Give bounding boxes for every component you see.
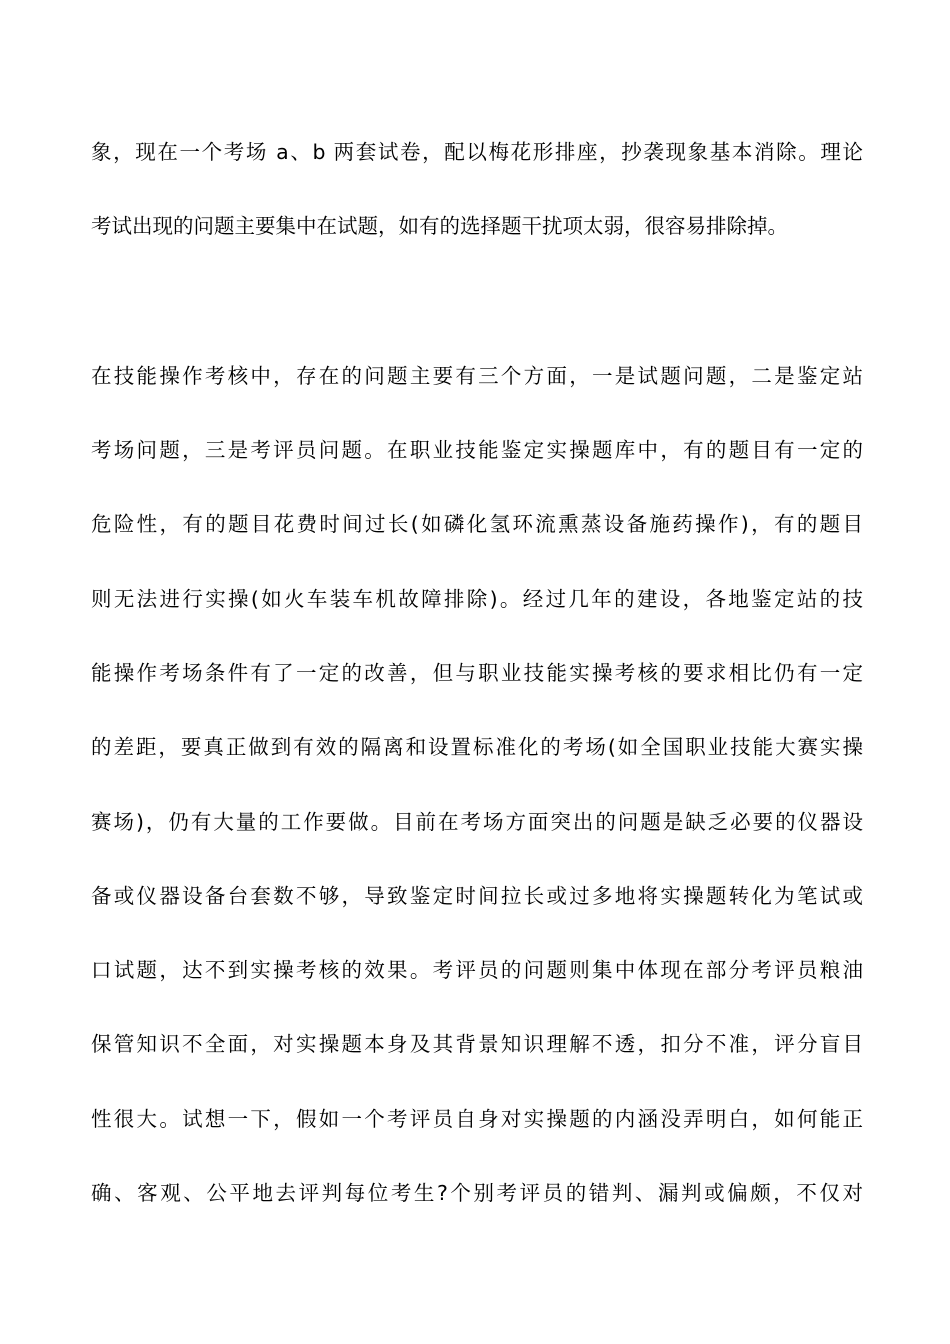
- text-line: 能操作考场条件有了一定的改善，但与职业技能实操考核的要求相比仍有一定: [91, 661, 863, 685]
- text-line: 备或仪器设备台套数不够，导致鉴定时间拉长或过多地将实操题转化为笔试或: [91, 884, 863, 908]
- text-line: 考试出现的问题主要集中在试题，如有的选择题干扰项太弱，很容易排除掉。: [91, 214, 788, 238]
- text-line: 口试题，达不到实操考核的效果。考评员的问题则集中体现在部分考评员粮油: [91, 958, 863, 982]
- text-line: 赛场)，仍有大量的工作要做。目前在考场方面突出的问题是缺乏必要的仪器设: [91, 810, 863, 834]
- text-line: 确、客观、公平地去评判每位考生?个别考评员的错判、漏判或偏颇，不仅对: [91, 1181, 863, 1205]
- text-line: 的差距，要真正做到有效的隔离和设置标准化的考场(如全国职业技能大赛实操: [91, 735, 863, 759]
- text-line: 保管知识不全面，对实操题本身及其背景知识理解不透，扣分不准，评分盲目: [91, 1032, 863, 1056]
- text-line: 性很大。试想一下，假如一个考评员自身对实操题的内涵没弄明白，如何能正: [91, 1107, 863, 1131]
- text-line: 在技能操作考核中，存在的问题主要有三个方面，一是试题问题，二是鉴定站: [91, 364, 863, 388]
- text-line: 危险性，有的题目花费时间过长(如磷化氢环流熏蒸设备施药操作)，有的题目: [91, 512, 863, 536]
- text-line: 象，现在一个考场 a、b 两套试卷，配以梅花形排座，抄袭现象基本消除。理论: [91, 140, 863, 164]
- text-line: 考场问题，三是考评员问题。在职业技能鉴定实操题库中，有的题目有一定的: [91, 438, 863, 462]
- text-line: 则无法进行实操(如火车装车机故障排除)。经过几年的建设，各地鉴定站的技: [91, 587, 863, 611]
